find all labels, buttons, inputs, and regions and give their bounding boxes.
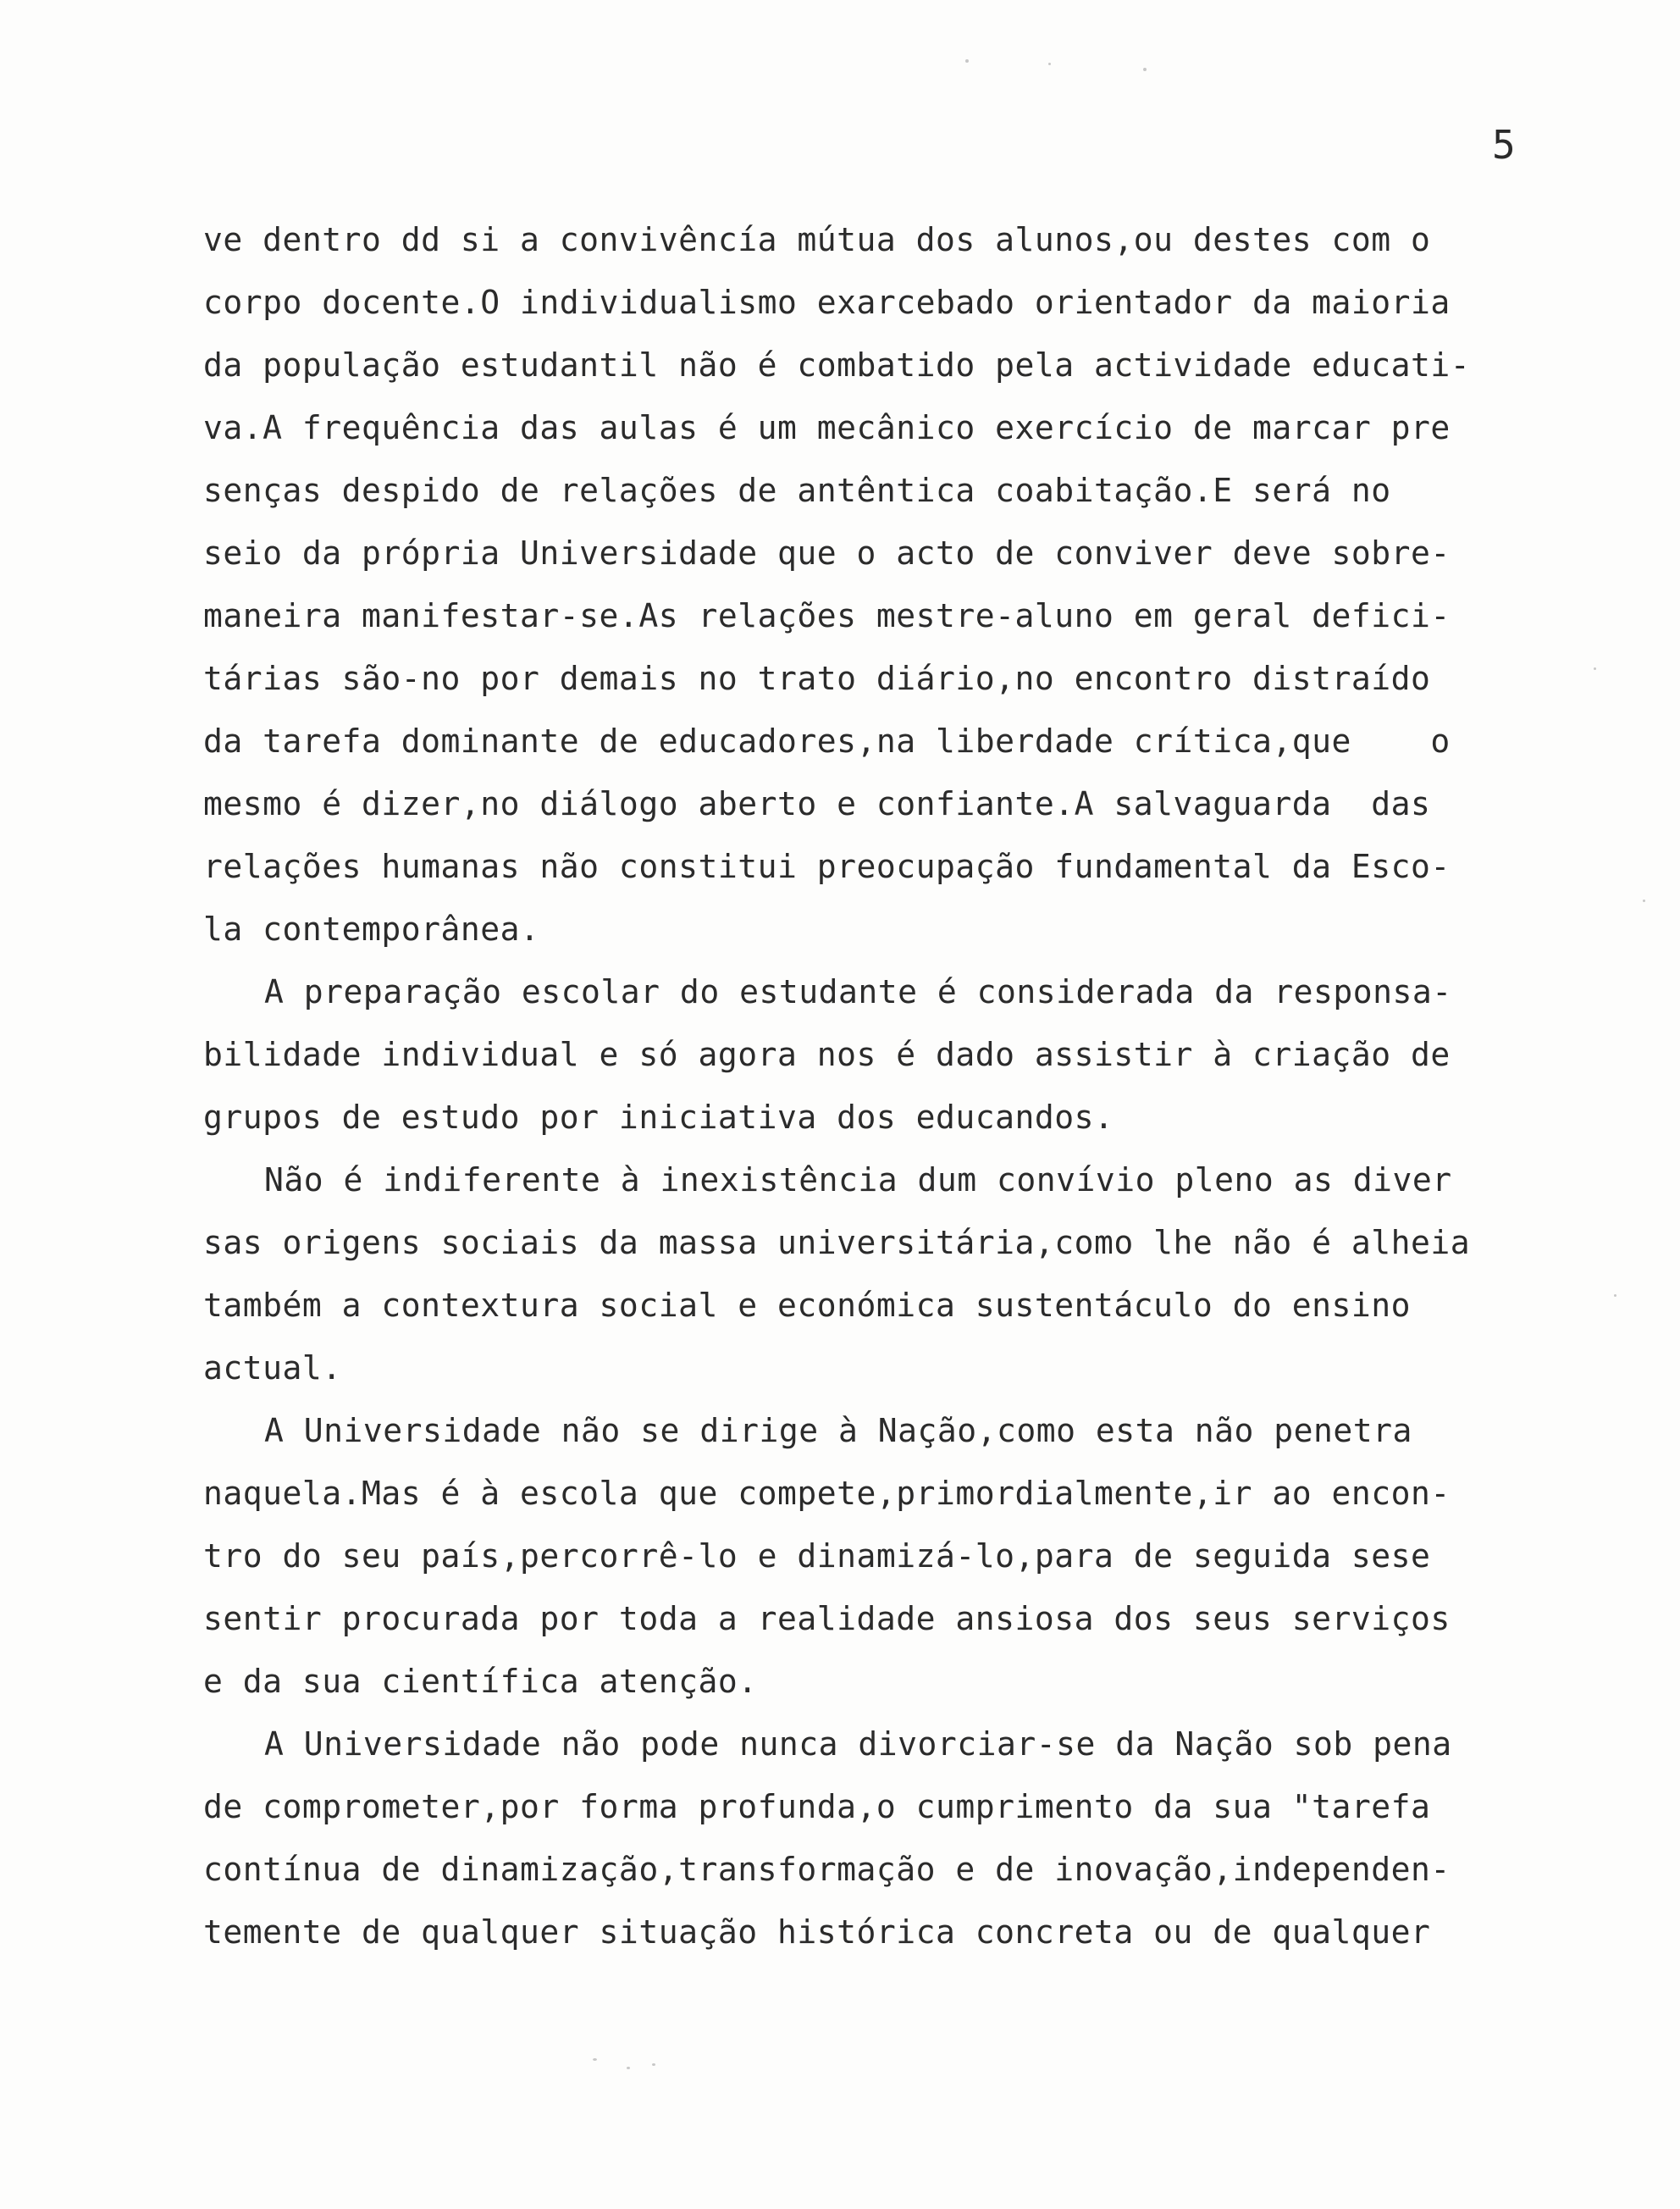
text-line: grupos de estudo por iniciativa dos educandos. xyxy=(203,1099,1114,1136)
scan-speck xyxy=(627,2067,630,2069)
text-line: de comprometer,por forma profunda,o cumprimento da sua "tarefa xyxy=(203,1788,1431,1825)
paragraph-first-line: A Universidade não pode nunca divorciar-se da Nação sob pena xyxy=(264,1725,1452,1763)
scan-speck xyxy=(1594,667,1596,670)
scan-speck xyxy=(1048,63,1051,65)
text-line: actual. xyxy=(203,1349,342,1387)
text-line: contínua de dinamização,transformação e de inovação,independen- xyxy=(203,1851,1451,1888)
text-line: maneira manifestar-se.As relações mestre-aluno em geral defici- xyxy=(203,597,1451,634)
text-line: sas origens sociais da massa universitária,como lhe não é alheia xyxy=(203,1224,1471,1261)
text-line: sentir procurada por toda a realidade ansiosa dos seus serviços xyxy=(203,1600,1451,1637)
paragraph-first-line: A preparação escolar do estudante é considerada da responsa- xyxy=(264,973,1452,1010)
text-line: ve dentro dd si a convivêncía mútua dos alunos,ou destes com o xyxy=(203,221,1431,258)
text-line: da tarefa dominante de educadores,na liberdade crítica,que o xyxy=(203,722,1451,760)
paragraph-first-line: Não é indiferente à inexistência dum convívio pleno as diver xyxy=(264,1161,1452,1199)
page-number: 5 xyxy=(1492,122,1516,168)
scan-speck xyxy=(652,2063,655,2066)
scan-speck xyxy=(965,59,969,63)
text-line: tro do seu país,percorrê-lo e dinamizá-lo,para de seguida sese xyxy=(203,1537,1431,1575)
text-line: temente de qualquer situação histórica concreta ou de qualquer xyxy=(203,1913,1431,1951)
scan-speck xyxy=(593,2058,597,2061)
text-line: relações humanas não constitui preocupação fundamental da Esco- xyxy=(203,848,1451,885)
text-line: va.A frequência das aulas é um mecânico exercício de marcar pre xyxy=(203,409,1451,446)
body-text xyxy=(203,208,1524,1963)
text-line: e da sua científica atenção. xyxy=(203,1663,758,1700)
text-line: também a contextura social e económica sustentáculo do ensino xyxy=(203,1287,1412,1324)
text-line: mesmo é dizer,no diálogo aberto e confiante.A salvaguarda das xyxy=(203,785,1431,822)
text-line: tárias são-no por demais no trato diário,no encontro distraído xyxy=(203,660,1431,697)
text-line: bilidade individual e só agora nos é dado assistir à criação de xyxy=(203,1036,1451,1073)
text-line: naquela.Mas é à escola que compete,primordialmente,ir ao encon- xyxy=(203,1475,1451,1512)
text-line: la contemporânea. xyxy=(203,911,540,948)
scan-speck xyxy=(1643,900,1645,902)
scan-speck xyxy=(1614,1294,1616,1297)
text-line: corpo docente.O individualismo exarcebado orientador da maioria xyxy=(203,284,1451,321)
text-line: seio da própria Universidade que o acto de conviver deve sobre- xyxy=(203,534,1451,572)
scan-speck xyxy=(1143,68,1147,71)
paragraph-first-line: A Universidade não se dirige à Nação,como esta não penetra xyxy=(264,1412,1412,1449)
text-line: senças despido de relações de antêntica coabitação.E será no xyxy=(203,472,1391,509)
text-line: da população estudantil não é combatido pela actividade educati- xyxy=(203,346,1471,384)
